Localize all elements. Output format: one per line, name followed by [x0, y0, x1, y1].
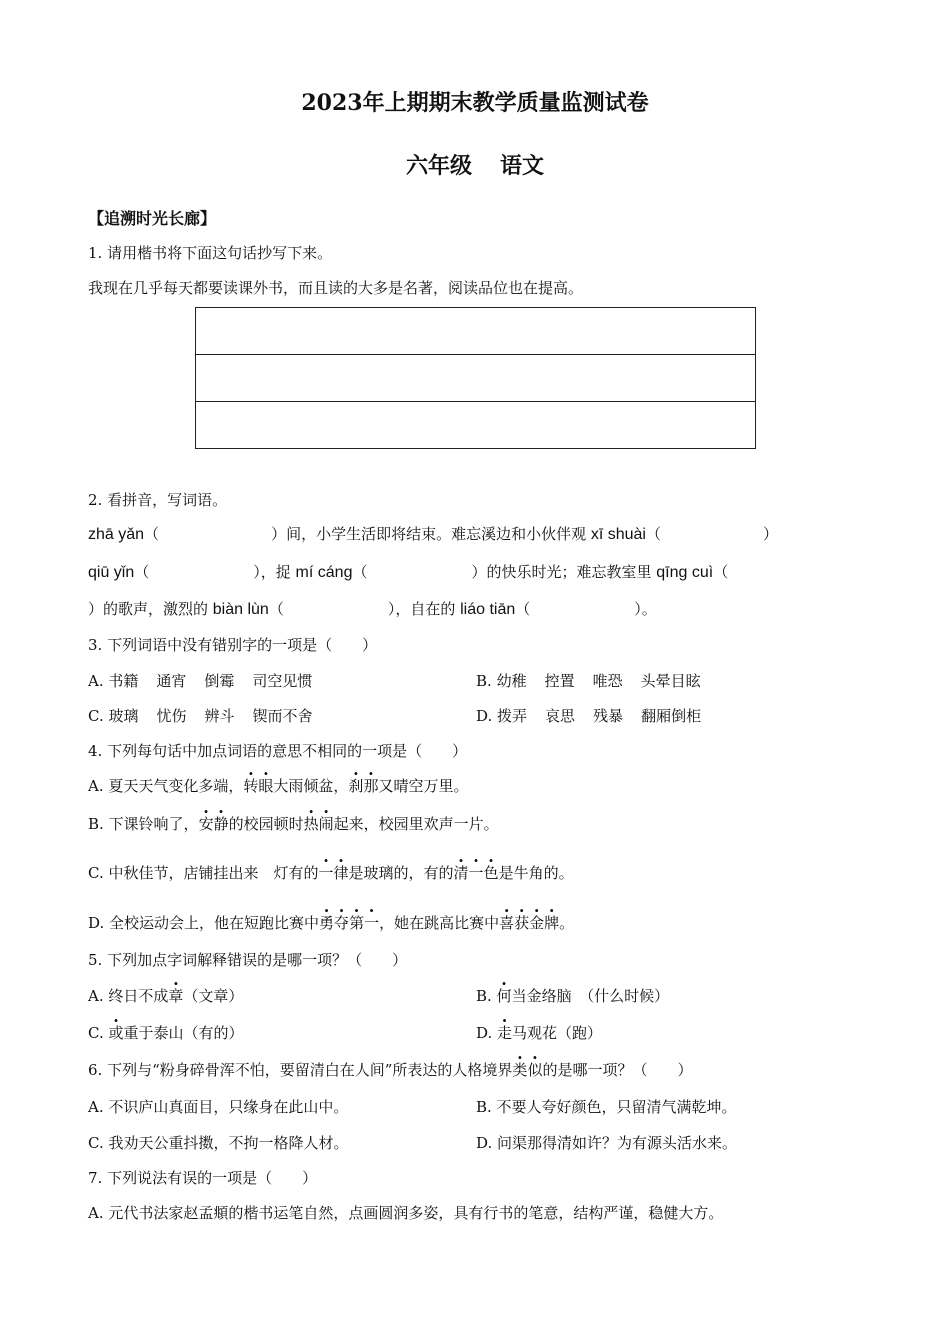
exam-subtitle — [0, 149, 950, 180]
dotted-char: 那 — [363, 777, 379, 795]
q1-prompt: 1. 请用楷书将下面这句话抄写下来。 — [88, 244, 333, 262]
pinyin: mí cáng — [295, 564, 353, 581]
pinyin: qīng cuì — [656, 564, 714, 581]
q3-prompt: 3. 下列词语中没有错别字的一项是（ ） — [88, 636, 378, 654]
q4-option-d[interactable]: D. 全校运动会上，他在短跑比赛中勇夺第一，她在跳高比赛中喜获金牌。 — [88, 914, 575, 932]
dotted-char: 勇 — [319, 914, 335, 932]
subject-label: 语文 — [500, 153, 545, 179]
q3-option-d[interactable]: D. 拨弄 哀思 残暴 翻厢倒柜 — [476, 707, 702, 725]
q1-sentence: 我现在几乎每天都要读课外书，而且读的大多是名著，阅读品位也在提高。 — [88, 279, 584, 297]
pinyin: qiū yǐn — [88, 564, 135, 581]
dotted-char: 似 — [527, 1061, 543, 1079]
dotted-char: 章 — [168, 987, 184, 1005]
exam-title: 2023年上期期末教学质量监测试卷 — [301, 90, 649, 116]
dotted-char: 清 — [453, 864, 469, 882]
q5-option-d[interactable]: D. 走马观花（跑） — [476, 1024, 603, 1042]
q7-option-a[interactable]: A. 元代书法家赵孟頫的楷书运笔自然，点画圆润多姿，具有行书的笔意，结构严谨，稳健大方。 — [88, 1204, 724, 1222]
q6-option-d[interactable]: D. 问渠那得清如许？为有源头活水来。 — [476, 1134, 738, 1152]
q3-option-c[interactable]: C. 玻璃 忧伤 辨斗 锲而不舍 — [88, 707, 313, 725]
dotted-char: 第 — [349, 914, 365, 932]
dotted-char: 静 — [213, 815, 229, 833]
q5-option-a[interactable]: A. 终日不成章（文章） — [88, 987, 244, 1005]
pinyin: liáo tiān — [460, 601, 516, 618]
dotted-char: 何 — [496, 987, 512, 1005]
q5-prompt: 5. 下列加点字词解释错误的是哪一项？（ ） — [88, 951, 408, 969]
dotted-char: 闹 — [318, 815, 334, 833]
q2-line-1: zhā yǎn（ ）间，小学生活即将结束。难忘溪边和小伙伴观 xī shuài（ ） — [88, 525, 779, 543]
dotted-char: 眼 — [258, 777, 274, 795]
dotted-char: 转 — [243, 777, 259, 795]
q2-line-2: qiū yǐn（ ），捉 mí cáng（ ）的快乐时光；难忘教室里 qīng cuì（ — [88, 563, 729, 581]
dotted-char: 热 — [303, 815, 319, 833]
q6-option-b[interactable]: B. 不要人夸好颜色，只留清气满乾坤。 — [476, 1098, 737, 1116]
dotted-char: 或 — [108, 1024, 124, 1042]
section-heading: 【追溯时光长廊】 — [88, 209, 217, 228]
dotted-char: 刹 — [348, 777, 364, 795]
q4-option-c[interactable]: C. 中秋佳节，店铺挂出来 灯有的一律是玻璃的，有的清一色是牛角的。 — [88, 864, 574, 882]
dotted-char: 牌 — [544, 914, 560, 932]
copy-writing-box[interactable] — [195, 307, 756, 449]
dotted-char: 获 — [514, 914, 530, 932]
q4-option-b[interactable]: B. 下课铃响了，安静的校园顿时热闹起来，校园里欢声一片。 — [88, 815, 499, 833]
copy-row[interactable] — [196, 308, 755, 355]
pinyin: xī shuài — [590, 526, 646, 543]
dotted-char: 喜 — [499, 914, 515, 932]
q2-prompt: 2. 看拼音，写词语。 — [88, 491, 228, 509]
dotted-char: 类 — [512, 1061, 528, 1079]
dotted-char: 一 — [318, 864, 334, 882]
pinyin: biàn lùn — [212, 601, 269, 618]
q6-option-a[interactable]: A. 不识庐山真面目，只缘身在此山中。 — [88, 1098, 349, 1116]
dotted-char: 走 — [497, 1024, 513, 1042]
q3-option-b[interactable]: B. 幼稚 控置 唯恐 头晕目眩 — [476, 672, 701, 690]
dotted-char: 律 — [333, 864, 349, 882]
copy-row[interactable] — [196, 402, 755, 448]
dotted-char: 一 — [364, 914, 380, 932]
q6-prompt: 6. 下列与“粉身碎骨浑不怕，要留清白在人间”所表达的人格境界类似的是哪一项？（ ） — [88, 1061, 693, 1079]
grade-label: 六年级 — [405, 153, 472, 179]
copy-row[interactable] — [196, 355, 755, 402]
dotted-char: 安 — [198, 815, 214, 833]
q5-option-b[interactable]: B. 何当金络脑 （什么时候） — [476, 987, 670, 1005]
q3-option-a[interactable]: A. 书籍 通宵 倒霉 司空见惯 — [88, 672, 313, 690]
dotted-char: 一 — [468, 864, 484, 882]
dotted-char: 夺 — [334, 914, 350, 932]
q5-option-c[interactable]: C. 或重于泰山（有的） — [88, 1024, 244, 1042]
q4-prompt: 4. 下列每句话中加点词语的意思不相同的一项是（ ） — [88, 742, 468, 760]
q2-line-3: ）的歌声，激烈的 biàn lùn（ ），自在的 liáo tiān（ ）。 — [88, 600, 657, 618]
q6-option-c[interactable]: C. 我劝天公重抖擞，不拘一格降人材。 — [88, 1134, 349, 1152]
dotted-char: 色 — [483, 864, 499, 882]
q7-prompt: 7. 下列说法有误的一项是（ ） — [88, 1169, 318, 1187]
pinyin: zhā yǎn — [88, 526, 145, 543]
q4-option-a[interactable]: A. 夏天天气变化多端，转眼大雨倾盆，刹那又晴空万里。 — [88, 777, 469, 795]
dotted-char: 金 — [529, 914, 545, 932]
